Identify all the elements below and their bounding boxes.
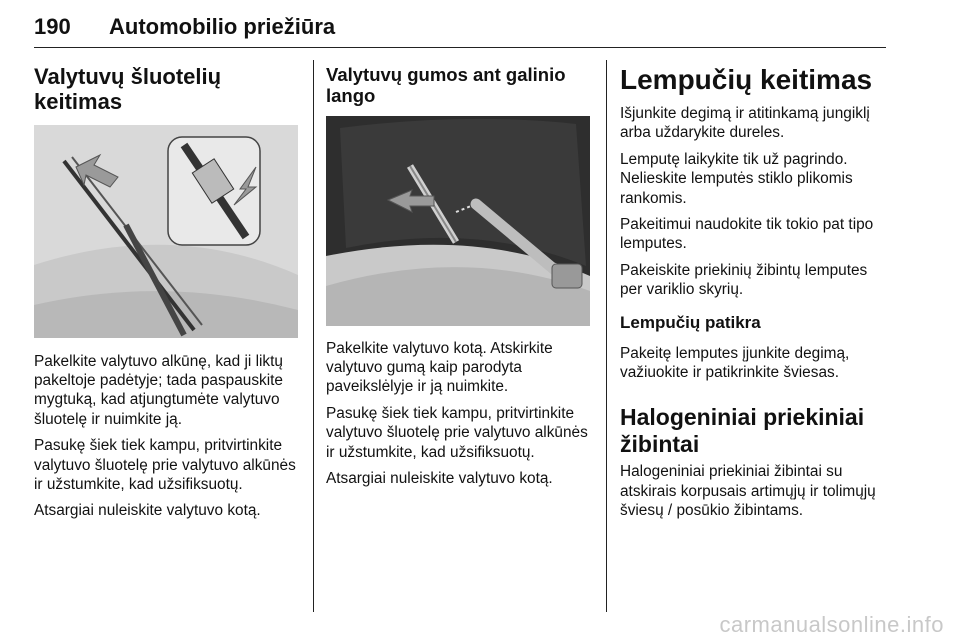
section-heading: Lempučių keitimas [620, 64, 873, 95]
paragraph: Pakelkite valytuvo kotą. Atskirkite valytuvo gumą kaip parodyta paveikslėlyje ir ją nuimkite. [326, 339, 553, 396]
column-divider-2 [606, 60, 607, 612]
column-rear-wiper [326, 64, 592, 495]
watermark: carmanualsonline.info [719, 612, 944, 637]
section-heading: Valytuvų gumos ant galinio lango [326, 64, 566, 107]
paragraph: Pasukę šiek tiek kampu, pritvirtinkite valytuvo šluotelę prie valytuvo alkūnės ir užstumkite, kad užsifiksuotų. [326, 404, 588, 461]
paragraph: Išjunkite degimą ir atitinkamą jungiklį arba uždarykite dureles. [620, 105, 870, 142]
paragraph: Pakelkite valytuvo alkūnę, kad ji liktų pakeltoje padėtyje; tada paspauskite mygtuką, kad atjungtumėte valytuvo šluotelę ir nuimkite ją. [34, 352, 283, 428]
paragraph: Atsargiai nuleiskite valytuvo kotą. [326, 469, 553, 487]
subheading: Lempučių patikra [620, 312, 761, 332]
section-heading: Valytuvų šluotelių keitimas [34, 64, 222, 115]
paragraph: Pakeitę lemputes įjunkite degimą, važiuokite ir patikrinkite šviesas. [620, 344, 850, 382]
paragraph: Pasukę šiek tiek kampu, pritvirtinkite valytuvo šluotelę prie valytuvo alkūnės ir užstumkite, kad užsifiksuotų. [34, 437, 296, 494]
column-divider-1 [313, 60, 314, 612]
page-number: 190 [34, 14, 71, 39]
paragraph: Pakeitimui naudokite tik tokio pat tipo lemputes. [620, 216, 874, 253]
paragraph: Lemputę laikykite tik už pagrindo. Nelieskite lemputės stiklo plikomis rankomis. [620, 150, 853, 207]
paragraph: Halogeniniai priekiniai žibintai su atskirais korpusais artimųjų ir tolimųjų šviesų / posūkio žibintams. [620, 463, 876, 520]
column-bulb-replacement [620, 64, 890, 528]
paragraph: Pakeiskite priekinių žibintų lemputes per variklio skyrių. [620, 261, 868, 299]
page-title: Automobilio priežiūra [109, 14, 336, 39]
paragraph: Atsargiai nuleiskite valytuvo kotą. [34, 502, 261, 520]
header-rule [34, 47, 886, 48]
column-wiper-blade [34, 64, 300, 528]
rear-wiper-illustration [326, 116, 590, 326]
page-header [34, 14, 886, 50]
section-heading-halogen: Halogeniniai priekiniai žibintai [620, 404, 865, 458]
wiper-blade-illustration [34, 125, 298, 338]
